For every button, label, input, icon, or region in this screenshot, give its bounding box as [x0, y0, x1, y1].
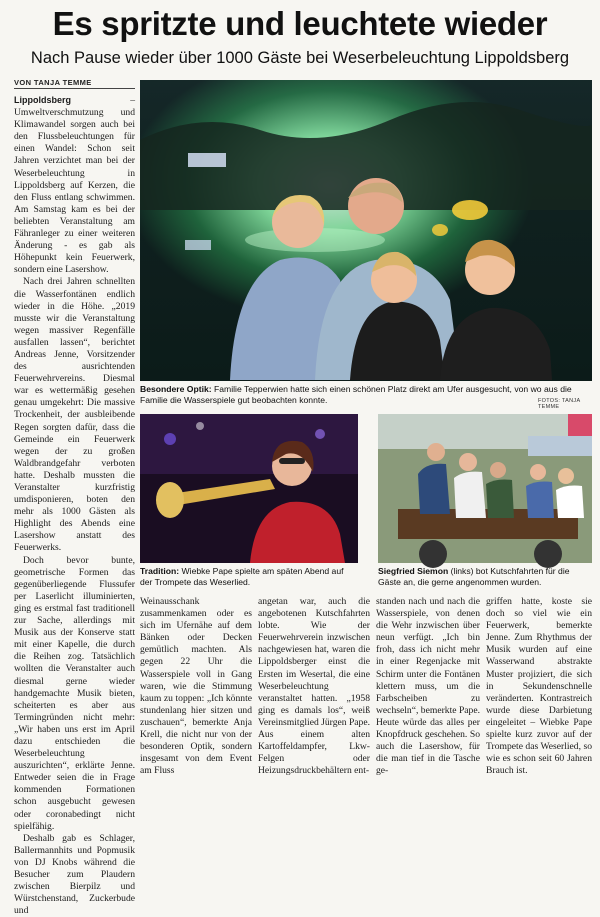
subheadline: Nach Pause wieder über 1000 Gäste bei Weserbeleuchtung Lippoldsberg — [30, 49, 570, 67]
byline-rule — [14, 88, 135, 89]
article-column-2: Weinausschank zusammenkamen oder es sich im Ufernähe auf dem Bänken oder Decken gemütlich machten. Als gegen 22 Uhr die Wasserspiele voll in Gang waren, wie die Stimmung kaum zu toppen: „Ich könnte stundenlang hier sitzen und zuschauen“, bemerkte Anja Krell, die nicht nur von der besonderen Optik, sondern insgesamt von dem Event am Fluss — [140, 596, 252, 777]
carriage-photo-image — [378, 414, 592, 563]
headline: Es spritzte und leuchtete wieder — [52, 5, 548, 42]
main-photo — [140, 80, 592, 381]
carriage-caption-label: Siegfried Siemon — [378, 566, 449, 576]
article-column-1 — [14, 94, 135, 917]
trumpet-photo-image — [140, 414, 358, 563]
photo-credit: FOTOS: TANJA TEMME — [538, 398, 581, 410]
main-caption-text: Familie Tepperwien hatte sich einen schönen Platz direkt am Ufer ausgesucht, von wo aus die Familie die Wasserspiele gut beobachten konnte. — [140, 384, 572, 405]
article-column-5: griffen hatte, koste sie doch so viel wie ein Feuerwerk, bemerkte Jenne. Zum Rhythmus der Musik wurden auf eine Wasserwand abstrakte Muster projiziert, die sich in Sekundenschnelle veränderten. Kontrastreich wurde diese Darbietung eingeleitet – Wiebke Pape spielte kurz zuvor auf der Trompete das Weserlied, so wie es schon seit 60 Jahren Brauch ist. — [486, 596, 592, 777]
carriage-caption-text: (links) bot Kutschfahrten für die Gäste an, die gerne angenommen wurden. — [378, 566, 570, 587]
article-column-3: angetan war, auch die angebotenen Kutschfahrten lobte. Wie der Feuerwehrverein inzwischen nachgewiesen hat, waren die Lippoldsberger einst die Ersten im Wesertal, die eine Weserbeleuchtung veranstaltet hatten. „1958 ging es damals los“, weiß Vereinsmitglied Jürgen Pape. Aus einem alten Kartoffeldampfer, Lkw-Felgen oder Heizungsdruckbehältern ent- — [258, 596, 370, 777]
trumpet-photo — [140, 414, 358, 563]
main-photo-image — [140, 80, 592, 381]
main-caption — [140, 384, 592, 406]
trumpet-caption-label: Tradition: — [140, 566, 180, 576]
paragraph-3: Doch bevor bunte, geometrische Formen das gegenüberliegende Flussufer per Laserlicht illuminierten, ging es erstmal fast traditionell zur Sache, allerdings mit Musik aus der Konserve statt mit einer Kapelle, die durch die Reihen zog. Tatsächlich wollten die Veranstalter auch diesmal gerne wieder handgemachte Musik bieten, scheiterten es aber aus Termingründen nicht mehr: „Wir haben uns erst im April dazu entschieden die Weserbeleuchtung auszurichten“, erklärte Jenne. Entweder seien die in Frage kommenden Formationen schon ausgebucht gewesen oder coronabedingt nicht spielfähig. — [14, 554, 135, 832]
carriage-photo — [378, 414, 592, 563]
paragraph-1-text: – Umweltverschmutzung und Klimawandel sorgen auch bei den Flussbeleuchtungen für einen Wandel: Schon seit Jahren verzichtet man bei der Weserbeleuchtung in Lippoldsberg auf Kerzen, die den Fluss entlang schwimmen. Am Samstag kam es bei der beliebten Veranstaltung am Fähranleger zu einer weiteren Änderung - es gab als Höhepunkt kein Feuerwerk, sondern eine Lasershow. — [14, 95, 135, 276]
dateline: Lippoldsberg — [14, 95, 71, 105]
paragraph-2: Nach drei Jahren schnellten die Wasserfontänen endlich wieder in die Höhe. „2019 musste wir die Veranstaltung wegen massiver Regenfälle ausfallen lassen“, berichtet Andreas Jenne, Vorsitzender des ausrichtenden Feuerwehrvereins. Diesmal war es wettermäßig gesehen genau umgekehrt: Die massive Trockenheit, der ausbleibende Regen sorgten dafür, dass die Gemeinde ein Feuerwerk wegen der zu großen Waldbrandgefahr verboten hatte. Deshalb mussten die Veranstalter kurzfristig umdisponieren, boten den mehr als 1000 Gästen als Highlight des Abends eine Lasershow anstatt des Feuerwerks. — [14, 276, 135, 554]
trumpet-caption — [140, 566, 358, 588]
carriage-caption — [378, 566, 592, 588]
trumpet-caption-text: Wiebke Pape spielte am späten Abend auf der Trompete das Weserlied. — [140, 566, 344, 587]
paragraph-1 — [14, 94, 135, 276]
article-column-4: standen nach und nach die Wasserspiele, von denen die Wehr inzwischen über neun verfügt. „Ich bin froh, dass ich nicht mehr in einer Regenjacke mit Schirm unter die Fontänen klettern muss, um die Farbscheiben zu wechseln“, bemerkte Pape. Heute würde das alles per Knopfdruck geschehen. So auch die Lasershow, für die man tief in die Tasche ge- — [376, 596, 480, 777]
main-caption-label: Besondere Optik: — [140, 384, 212, 394]
byline: VON TANJA TEMME — [14, 78, 92, 87]
paragraph-4: Deshalb gab es Schlager, Ballermannhits und Popmusik von DJ Knobs während die Besucher zum Plaudern zwischen Bierpilz und Würstchenstand, Zuckerbude und — [14, 832, 135, 917]
